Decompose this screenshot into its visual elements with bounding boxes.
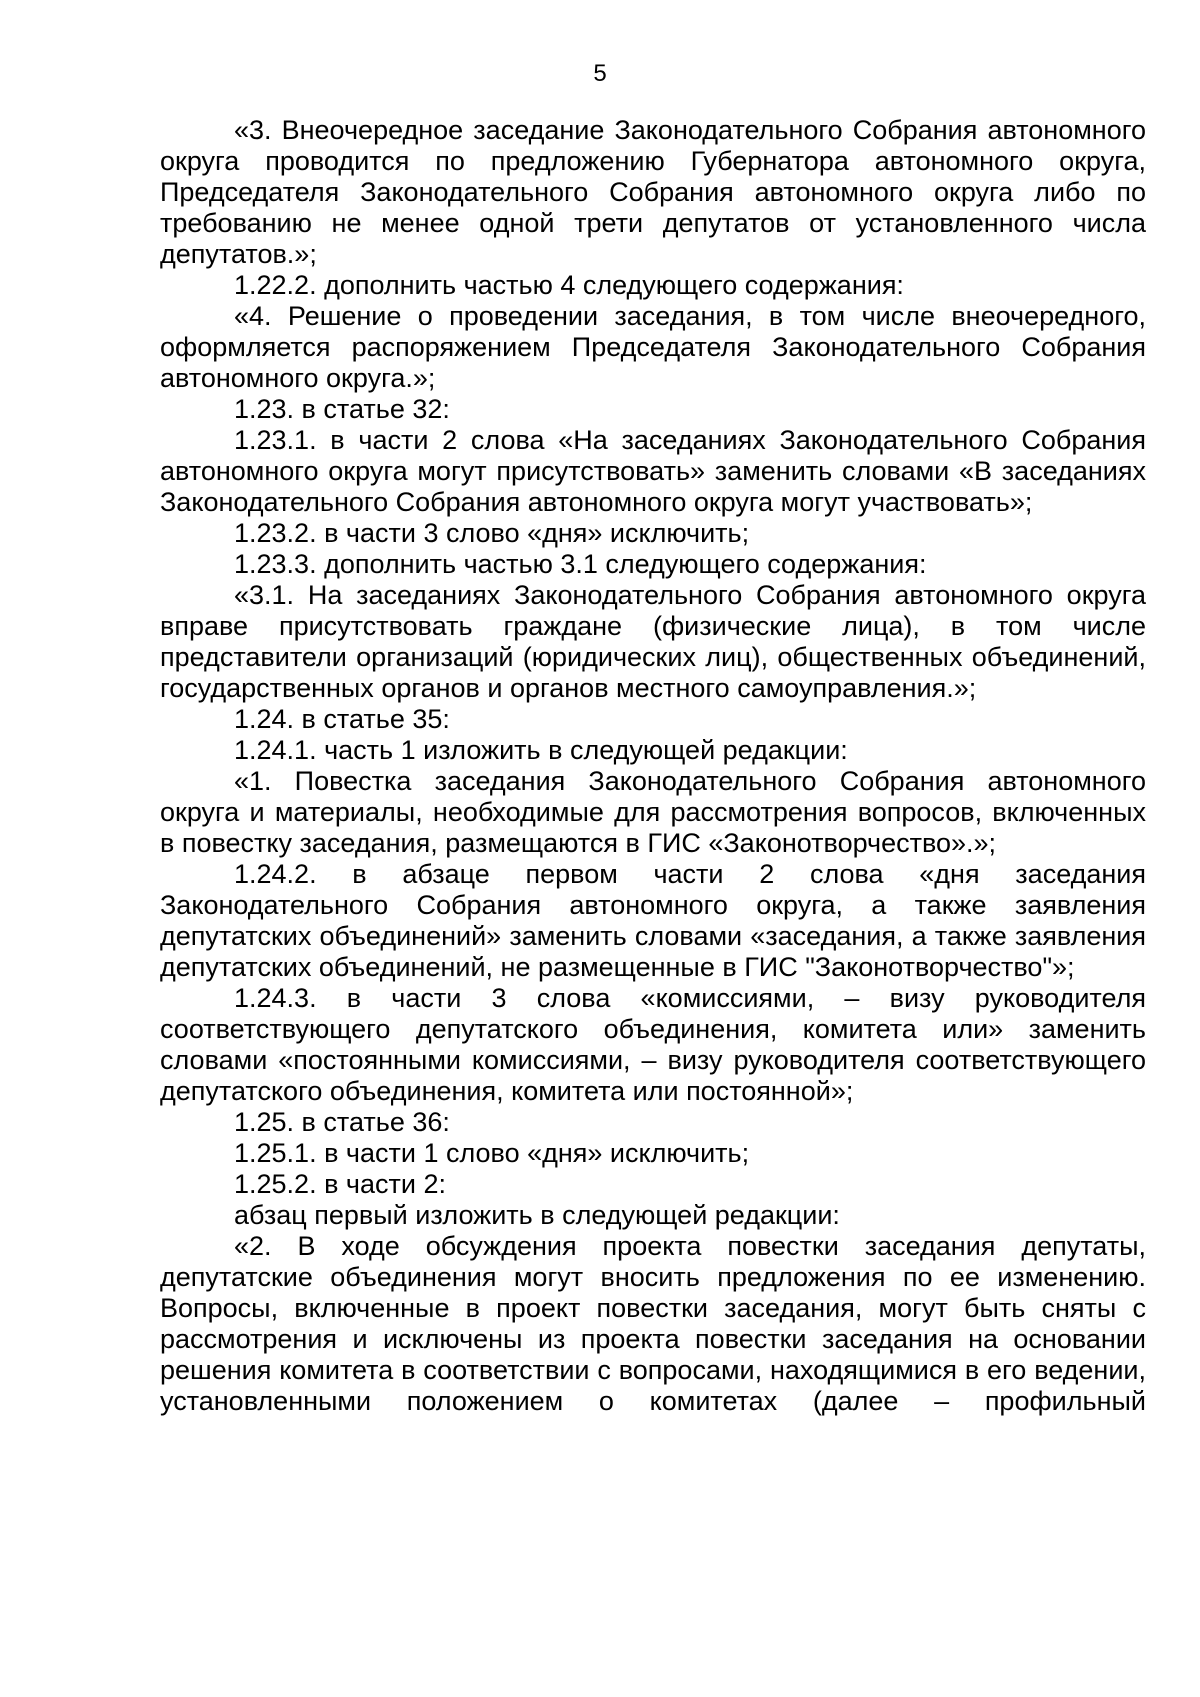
paragraph: «4. Решение о проведении заседания, в том числе внеочередного, оформляется распоряжением Председателя Законодательного Собрания автономного округа.»; [160, 301, 1146, 393]
paragraph: 1.23.3. дополнить частью 3.1 следующего содержания: [234, 549, 927, 579]
paragraph: 1.23.1. в части 2 слова «На заседаниях Законодательного Собрания автономного округа могут присутствовать» заменить словами «В заседаниях Законодательного Собрания автономного округа могут участвовать»; [160, 425, 1146, 517]
paragraph: абзац первый изложить в следующей редакции: [234, 1200, 840, 1230]
page-number: 5 [593, 60, 607, 87]
paragraph: 1.24.3. в части 3 слова «комиссиями, – визу руководителя соответствующего депутатского объединения, комитета или» заменить словами «постоянными комиссиями, – визу руководителя соответствующего депутатского объединения, комитета или постоянной»; [160, 983, 1146, 1106]
paragraph: «1. Повестка заседания Законодательного Собрания автономного округа и материалы, необходимые для рассмотрения вопросов, включенных в повестку заседания, размещаются в ГИС «Законотворчество».»; [160, 766, 1146, 858]
paragraph: 1.24.2. в абзаце первом части 2 слова «дня заседания Законодательного Собрания автономного округа, а также заявления депутатских объединений» заменить словами «заседания, а также заявления депутатских объединений, не размещенные в ГИС "Законотворчество"»; [160, 859, 1146, 982]
paragraph: 1.25.2. в части 2: [234, 1169, 446, 1199]
paragraph: «2. В ходе обсуждения проекта повестки заседания депутаты, депутатские объединения могут вносить предложения по ее изменению. Вопросы, включенные в проект повестки заседания, могут быть сняты с рассмотрения и исключены из проекта повестки заседания на основании решения комитета в соответствии с вопросами, находящимися в его ведении, установленными положением о комитетах (далее – профильный [160, 1231, 1146, 1416]
paragraph: 1.23.2. в части 3 слово «дня» исключить; [234, 518, 750, 548]
paragraph: 1.25.1. в части 1 слово «дня» исключить; [234, 1138, 750, 1168]
paragraph: 1.25. в статье 36: [234, 1107, 450, 1137]
paragraph: «3. Внеочередное заседание Законодательного Собрания автономного округа проводится по предложению Губернатора автономного округа, Председателя Законодательного Собрания автономного округа либо по требованию не менее одной трети депутатов от установленного числа депутатов.»; [160, 115, 1146, 269]
paragraph: 1.24. в статье 35: [234, 704, 450, 734]
paragraph: 1.24.1. часть 1 изложить в следующей редакции: [234, 735, 848, 765]
paragraph: 1.23. в статье 32: [234, 394, 450, 424]
paragraph: «3.1. На заседаниях Законодательного Собрания автономного округа вправе присутствовать граждане (физические лица), в том числе представители организаций (юридических лиц), общественных объединений, государственных органов и органов местного самоуправления.»; [160, 580, 1146, 703]
document-body [160, 115, 1146, 1417]
paragraph: 1.22.2. дополнить частью 4 следующего содержания: [234, 270, 904, 300]
